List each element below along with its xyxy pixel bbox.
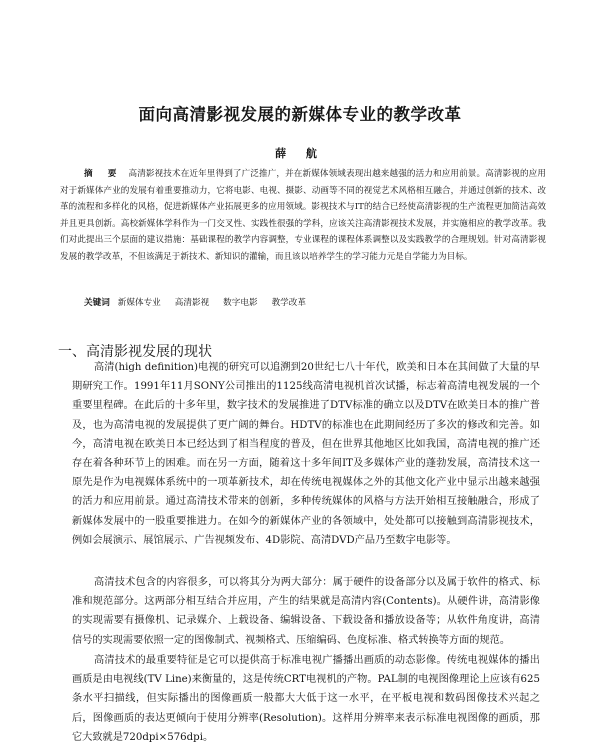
body-paragraph: 高清(high definition)电视的研究可以追溯到20世纪七八十年代，欧美和日本在其间做了大量的早期研究工作。1991年11月SONY公司推出的1125线高清电视机首次试播，标志着高清电视发展的一个重要里程碑。在此后的十多年里，数字技术的发展推进了DTV标准的确立以及DTV在欧美日本的推广普及，也为高清电视的发展提供了更广阔的舞台。HDTV的标准也在此期间经历了多次的修改和完善。如今，高清电视在欧美日本已经达到了相当程度的普及，但在世界其他地区比如我国，高清电视的推广还存在着各种环节上的困难。而在另一方面，随着这十多年间IT及多媒体产业的蓬勃发展，高清技术这一原先是作为电视媒体系统中的一项革新技术，却在传统电视媒体之外的其他文化产业中显示出越来越强的活力和应用前景。通过高清技术带来的创新，多种传统媒体的风格与方法开始相互接触融合，形成了新媒体发展中的一股重要推进力。在如今的新媒体产业的各领域中，处处都可以接触到高清影视技术，例如会展演示、展馆展示、广告视频发布、4D影院、高清DVD产品乃至数字电影等。	[72, 362, 540, 546]
keywords	[60, 296, 546, 310]
body-paragraph: 高清技术包含的内容很多，可以将其分为两大部分：属于硬件的设备部分以及属于软件的格式、标准和规范部分。这两部分相互结合并应用，产生的结果就是高清内容(Contents)。从硬件讲，高清影像的实现需要有摄像机、记录媒介、上载设备、编辑设备、下载设备和播放设备等；从软件角度讲，高清信号的实现需要依照一定的图像制式、视频格式、压缩编码、色度标准、格式转换等方面的规范。	[72, 577, 540, 646]
abstract	[60, 166, 546, 265]
keywords-label: 关键词	[84, 298, 110, 308]
keyword-item: 高清影视	[174, 298, 210, 308]
keyword-item: 教学改革	[271, 298, 306, 308]
section-heading: 一、高清影视发展的现状	[58, 344, 212, 360]
keyword-item: 数字电影	[223, 298, 258, 308]
abstract-label: 摘 要	[84, 169, 123, 179]
author-name: 薛 航	[275, 147, 325, 160]
abstract-text: 高清影视技术在近年里得到了广泛推广，并在新媒体领域表现出越来越强的活力和应用前景。高清影视的应用对于新媒体产业的发展有着重要推动力，它将电影、电视、摄影、动画等不同的视觉艺术风格相互融合，并通过创新的技术、改革的流程和多样化的风格，促进新媒体产业拓展更多的应用领域。影视技术与IT的结合已经使高清影视的生产流程更加简洁高效并且更具创新。高校新媒体学科作为一门交叉性、实践性很强的学科，应该关注高清影视技术发展，并实施相应的教学改革。我们对此提出三个层面的建议措施：基础课程的教学内容调整，专业课程的课程体系调整以及实践教学的合理规划。针对高清影视发展的教学改革，不但该满足于新技术、新知识的灌输，而且该以培养学生的学习能力元是自学能力为目标。	[60, 169, 546, 262]
body-paragraph: 高清技术的最重要特征是它可以提供高于标准电视广播播出画质的动态影像。传统电视媒体的播出画质是由电视线(TV Line)来衡量的，这是传统CRT电视机的产物。PAL制的电视图像理论上应该有625条水平扫描线，但实际播出的图像画质一般都大大低于这一水平，在平板电视和数码图像技术兴起之后，图像画质的表达更倾向于使用分辨率(Resolution)。这样用分辨率来表示标准电视图像的画质，那它大致就是720dpi×576dpi。	[72, 655, 540, 743]
keyword-item: 新媒体专业	[117, 298, 161, 308]
paper-title: 面向高清影视发展的新媒体专业的教学改革	[138, 105, 462, 125]
